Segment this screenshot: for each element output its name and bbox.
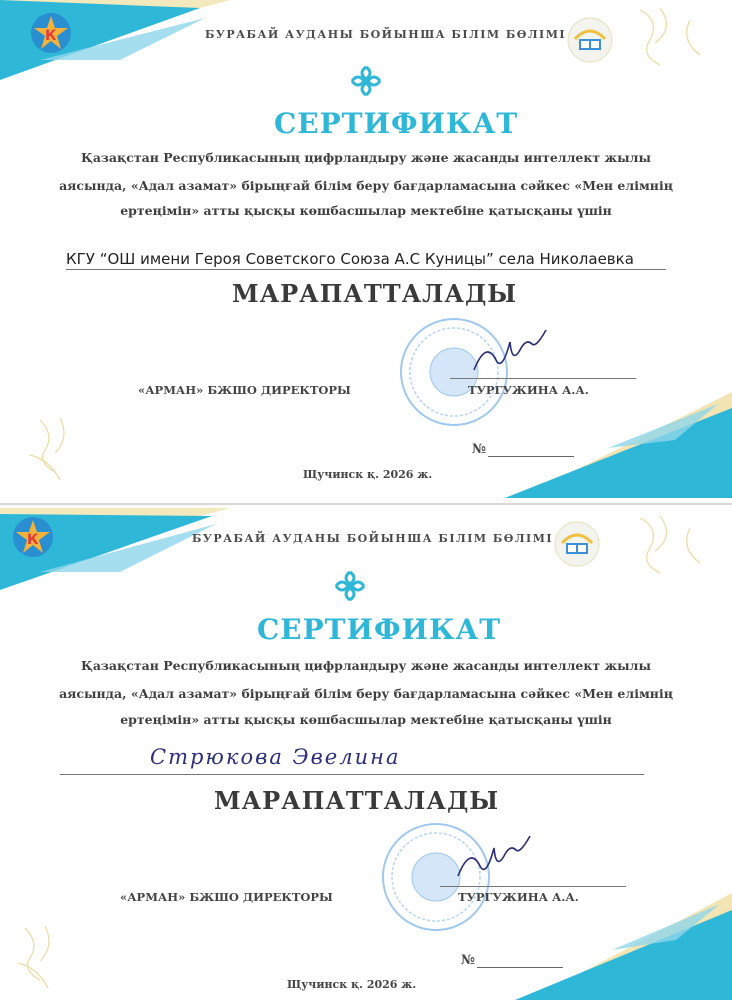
number-label: № (472, 442, 487, 457)
kazakh-ornament-icon (348, 63, 384, 99)
signature-line (450, 378, 636, 379)
body-line-3: ертеңімін» атты қысқы көшбасшылар мектебіне қатысқаны үшін (120, 203, 612, 218)
place-date: Щучинск қ. 2026 ж. (287, 978, 417, 991)
recipient-underline (66, 269, 666, 270)
certificate-header: БУРАБАЙ АУДАНЫ БОЙЫНША БІЛІМ БӨЛІМІ (192, 532, 554, 545)
body-line-1: Қазақстан Республикасының цифрландыру және жасанды интеллект жылы (80, 658, 652, 673)
certificate-title: СЕРТИФИКАТ (274, 107, 519, 140)
svg-text:К: К (45, 28, 57, 44)
recipient-name: Стрюкова Эвелина (150, 745, 401, 769)
body-line-2: аясында, «Адал азамат» бірыңғай білім беру бағдарламасына сәйкес «Мен елімнің (59, 178, 673, 193)
education-book-icon (567, 17, 613, 63)
certificate-header: БУРАБАЙ АУДАНЫ БОЙЫНША БІЛІМ БӨЛІМІ (205, 28, 567, 41)
director-label: «АРМАН» БЖШО ДИРЕКТОРЫ (138, 383, 351, 397)
director-label: «АРМАН» БЖШО ДИРЕКТОРЫ (120, 890, 333, 904)
star-k-logo-icon (30, 12, 72, 54)
director-name: ТУРГУЖИНА А.А. (468, 383, 589, 397)
director-signature-icon (450, 836, 540, 886)
certificate-1 (0, 0, 732, 500)
body-line-2: аясында, «Адал азамат» бірыңғай білім беру бағдарламасына сәйкес «Мен елімнің (59, 686, 673, 701)
svg-text:К: К (27, 532, 39, 548)
body-line-1: Қазақстан Республикасының цифрландыру және жасанды интеллект жылы (80, 150, 652, 165)
recipient-name: КГУ “ОШ имени Героя Советского Союза А.С Куницы” села Николаевка (66, 250, 634, 268)
page-divider (0, 503, 732, 505)
star-k-logo-icon (12, 516, 54, 558)
kazakh-ornament-icon (332, 568, 368, 604)
awarded-heading: МАРАПАТТАЛАДЫ (214, 786, 500, 815)
education-book-icon (554, 521, 600, 567)
place-date: Щучинск қ. 2026 ж. (303, 468, 433, 481)
director-signature-icon (466, 330, 556, 380)
number-line (477, 967, 563, 968)
awarded-heading: МАРАПАТТАЛАДЫ (232, 279, 518, 308)
signature-line (440, 886, 626, 887)
certificate-2 (0, 508, 732, 1008)
body-line-3: ертеңімін» атты қысқы көшбасшылар мектебіне қатысқаны үшін (120, 712, 612, 727)
recipient-underline (60, 774, 644, 775)
number-label: № (461, 953, 476, 968)
number-line (488, 456, 574, 457)
certificate-title: СЕРТИФИКАТ (257, 613, 502, 646)
director-name: ТУРГУЖИНА А.А. (458, 890, 579, 904)
